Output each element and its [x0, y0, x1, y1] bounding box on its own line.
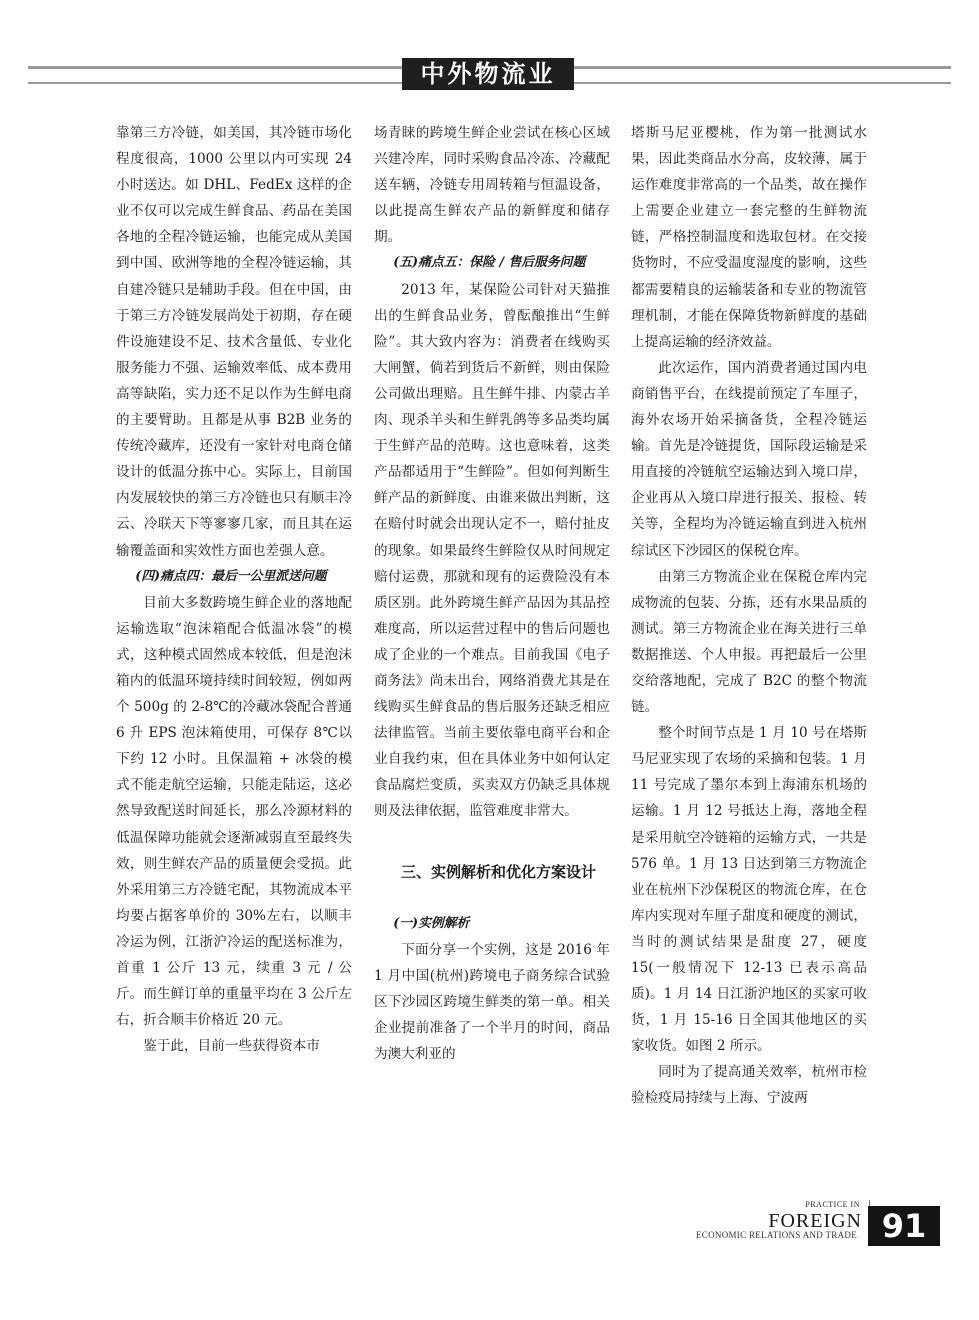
subsection-heading: (四)痛点四：最后一公里派送问题: [135, 568, 327, 584]
page-number: 91: [868, 1206, 940, 1246]
paragraph: 靠第三方冷链，如美国，其冷链市场化程度很高，1000 公里以内可实现 24 小时送达。如 DHL、FedEx 这样的企业不仅可以完成生鲜食品、药品在美国各地的全程冷链运输，也能完成从美国到中国、欧洲等地的全程冷链运输，其自建冷链只是辅助手段。但在中国，由于第三方冷链发展尚处于初期，存在硬件设施建设不足、技术含量低、专业化服务能力不强、运输效率低、成本费用高等缺陷，实力还不足以作为生鲜电商的主要臂助。且都是从事 B2B 业务的传统冷藏库，还没有一家针对电商仓储设计的低温分拣中心。实际上，目前国内发展较快的第三方冷链也只有顺丰冷云、冷联天下等寥寥几家，而且其在运输覆盖面和实效性方面也差强人意。: [116, 125, 352, 559]
logo-relations: ECONOMIC RELATIONS AND TRADE: [696, 1230, 857, 1240]
section-heading: 三、实例解析和优化方案设计: [401, 862, 597, 881]
text-column-1: [116, 120, 352, 1059]
paragraph: 此次运作，国内消费者通过国内电商销售平台，在线提前预定了车厘子，海外农场开始采摘备货，全程冷链运输。首先是冷链提货，国际段运输是采用直接的冷链航空运输达到入境口岸，企业再从入境口岸进行报关、报检、转关等，全程均为冷链运输直到进入杭州综试区下沙园区的保税仓库。: [631, 359, 867, 559]
logo-practice: PRACTICE IN: [805, 1200, 860, 1209]
paragraph: 下面分享一个实例，这是 2016 年 1 月中国(杭州)跨境电子商务综合试验区下沙园区跨境生鲜类的第一单。相关企业提前准备了一个半月的时间，商品为澳大利亚的: [374, 941, 610, 1063]
paragraph: 塔斯马尼亚樱桃，作为第一批测试水果，因此类商品水分高，皮较薄，属于运作难度非常高的一个品类，故在操作上需要企业建立一套完整的生鲜物流链，严格控制温度和选取包材。在交接货物时，不应受温度湿度的影响，这些都需要精良的运输装备和专业的物流管理机制，才能在保障货物新鲜度的基础上提高运输的经济效益。: [631, 125, 867, 350]
journal-logo: [696, 1200, 866, 1250]
paragraph: 2013 年，某保险公司针对天猫推出的生鲜食品业务，曾酝酿推出“生鲜险”。其大致内容为：消费者在线购买大闸蟹，倘若到货后不新鲜，则由保险公司做出理赔。且生鲜牛排、内蒙古羊肉、现杀羊头和生鲜乳鸽等多品类均属于生鲜产品的范畴。这也意味着，这类产品都适用于“生鲜险”。但如何判断生鲜产品的新鲜度、由谁来做出判断，这在赔付时就会出现认定不一，赔付扯皮的现象。如果最终生鲜险仅从时间规定赔付运费，那就和现有的运费险没有本质区别。此外跨境生鲜产品因为其品控难度高，所以运营过程中的售后问题也成了企业的一个难点。目前我国《电子商务法》尚未出台，网络消费尤其是在线购买生鲜食品的售后服务还缺乏相应法律监管。当前主要依靠电商平台和企业自我约束，但在具体业务中如何认定食品腐烂变质，买卖双方仍缺乏具体规则及法律依据，监管难度非常大。: [374, 281, 610, 820]
paragraph: 场青睐的跨境生鲜企业尝试在核心区域兴建冷库，同时采购食品冷冻、冷藏配送车辆，冷链专用周转箱与恒温设备，以此提高生鲜农产品的新鲜度和储存期。: [374, 125, 610, 246]
paragraph: 目前大多数跨境生鲜企业的落地配运输选取“泡沫箱配合低温冰袋”的模式，这种模式固然成本较低，但是泡沫箱内的低温环境持续时间较短，例如两个 500g 的 2-8℃的冷藏冰袋配合普通 6 升 EPS 泡沫箱使用，可保存 8℃以下约 12 小时。且保温箱 + 冰袋的模式不能走航空运输，只能走陆运，这必然导致配送时间延长，那么冷源材料的低温保障功能就会逐渐减弱直至最终失效，则生鲜农产品的质量便会受损。此外采用第三方冷链宅配，其物流成本平均要占据客单价的 30%左右，以顺丰冷运为例，江浙沪冷运的配送标准为，首重 1 公斤 13 元，续重 3 元 / 公斤。而生鲜订单的重量平均在 3 公斤左右，折合顺丰价格近 20 元。: [116, 594, 352, 1029]
logo-foreign: FOREIGN: [768, 1210, 862, 1232]
paragraph: 同时为了提高通关效率，杭州市检验检疫局持续与上海、宁波两: [631, 1064, 867, 1107]
subsection-heading: (五)痛点五：保险 / 售后服务问题: [393, 255, 586, 271]
paragraph: 整个时间节点是 1 月 10 号在塔斯马尼亚实现了农场的采摘和包装。1 月 11 号完成了墨尔本到上海浦东机场的运输。1 月 12 号抵达上海，落地全程是采用航空冷链箱的运输方式，一共是 576 单。1 月 13 日达到第三方物流企业在杭州下沙保税区的物流仓库，在仓库内实现对车厘子甜度和硬度的测试，当时的测试结果是甜度 27，硬度 15(一般情况下 12-13 已表示高品质)。1 月 14 日江浙沪地区的买家可收货，1 月 15-16 日全国其他地区的买家收货。如图 2 所示。: [631, 725, 867, 1055]
paragraph: 鉴于此，目前一些获得资本市: [143, 1038, 320, 1055]
subsection-heading: (一)实例解析: [393, 915, 470, 931]
text-column-2: [374, 120, 610, 1067]
text-column-3: [631, 120, 867, 1112]
masthead: 中外物流业: [402, 58, 574, 90]
paragraph: 由第三方物流企业在保税仓库内完成物流的包装、分拣，还有水果品质的测试。第三方物流企业在海关进行三单数据推送、个人申报。再把最后一公里交给落地配，完成了 B2C 的整个物流链。: [631, 568, 867, 716]
